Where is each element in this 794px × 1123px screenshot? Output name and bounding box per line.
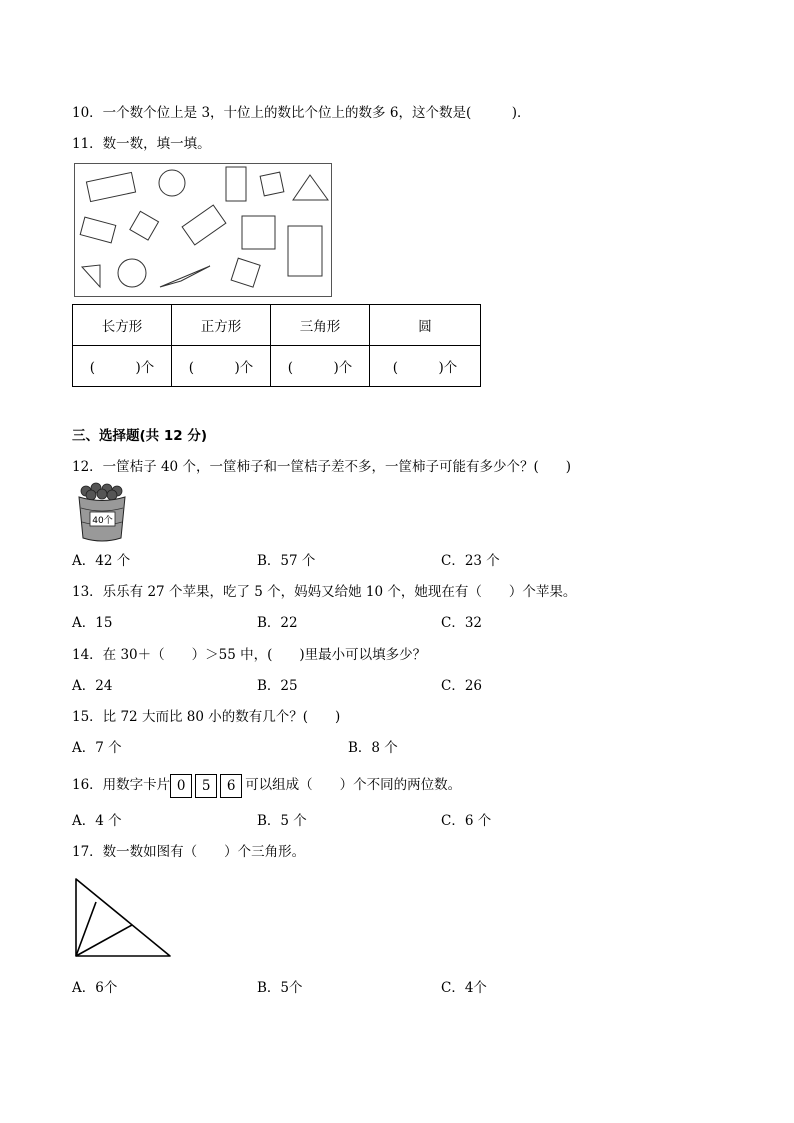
rectangle-shape — [182, 205, 226, 245]
option-c[interactable]: C．32 — [441, 615, 483, 631]
table-cell: ( )个 — [370, 346, 481, 387]
option-a[interactable]: A．4 个 — [72, 813, 122, 829]
option-b[interactable]: B．8 个 — [348, 740, 398, 756]
question-15: 15．比 72 大而比 80 小的数有几个？( ) — [72, 709, 341, 725]
option-c[interactable]: C．6 个 — [441, 813, 492, 829]
question-12: 12．一筐桔子 40 个，一筐柿子和一筐桔子差不多，一筐柿子可能有多少个？( ) — [72, 459, 571, 475]
basket-label: 40个 — [92, 516, 113, 526]
square-shape — [260, 172, 284, 196]
option-b[interactable]: B．22 — [257, 615, 298, 631]
table-header: 长方形 — [73, 305, 172, 346]
triangle-shape — [293, 175, 328, 200]
table-row — [73, 346, 481, 387]
rectangle-shape — [80, 217, 116, 243]
square-shape — [242, 216, 275, 249]
section-heading: 三、选择题(共 12 分) — [72, 428, 208, 444]
option-a[interactable]: A．7 个 — [72, 740, 122, 756]
option-c[interactable]: C．26 — [441, 678, 483, 694]
circle-shape — [159, 170, 185, 196]
option-c[interactable]: C．23 个 — [441, 553, 500, 569]
circle-shape — [118, 259, 146, 287]
rectangle-shape — [288, 226, 322, 276]
option-b[interactable]: B．5个 — [257, 980, 303, 996]
option-a[interactable]: A．15 — [72, 615, 113, 631]
option-b[interactable]: B．57 个 — [257, 553, 316, 569]
option-a[interactable]: A．24 — [72, 678, 113, 694]
digit-card: 5 — [195, 774, 217, 798]
question-16-lead: 16．用数字卡片 — [72, 777, 171, 793]
question-11: 11．数一数，填一填。 — [72, 136, 211, 152]
question-14: 14．在 30＋（ ）＞55 中，( )里最小可以填多少？ — [72, 647, 427, 663]
digit-card: 0 — [170, 774, 192, 798]
rectangle-shape — [226, 167, 246, 201]
question-17: 17．数一数如图有（ ）个三角形。 — [72, 844, 306, 860]
triangle-figure — [73, 877, 173, 959]
table-header-row — [73, 305, 481, 346]
table-header: 正方形 — [172, 305, 271, 346]
basket-image — [76, 482, 128, 544]
table-header: 三角形 — [271, 305, 370, 346]
square-shape — [130, 211, 159, 240]
table-header: 圆 — [370, 305, 481, 346]
option-b[interactable]: B．25 — [257, 678, 298, 694]
triangle-shape — [160, 266, 210, 287]
question-16 — [72, 772, 461, 798]
option-b[interactable]: B．5 个 — [257, 813, 307, 829]
question-13: 13．乐乐有 27 个苹果，吃了 5 个，妈妈又给她 10 个，她现在有（ ）个苹果。 — [72, 584, 577, 600]
option-a[interactable]: A．42 个 — [72, 553, 131, 569]
question-16-tail: 可以组成（ ）个不同的两位数。 — [245, 777, 462, 793]
triangle-shape — [82, 265, 100, 287]
option-a[interactable]: A．6个 — [72, 980, 118, 996]
rectangle-shape — [86, 172, 135, 201]
digit-card: 6 — [220, 774, 242, 798]
option-c[interactable]: C．4个 — [441, 980, 487, 996]
square-shape — [231, 258, 260, 287]
table-cell: ( )个 — [172, 346, 271, 387]
table-cell: ( )个 — [271, 346, 370, 387]
shapes-figure — [74, 163, 332, 297]
question-10: 10．一个数个位上是 3，十位上的数比个位上的数多 6，这个数是( )． — [72, 105, 531, 121]
count-table — [72, 304, 481, 387]
table-cell: ( )个 — [73, 346, 172, 387]
